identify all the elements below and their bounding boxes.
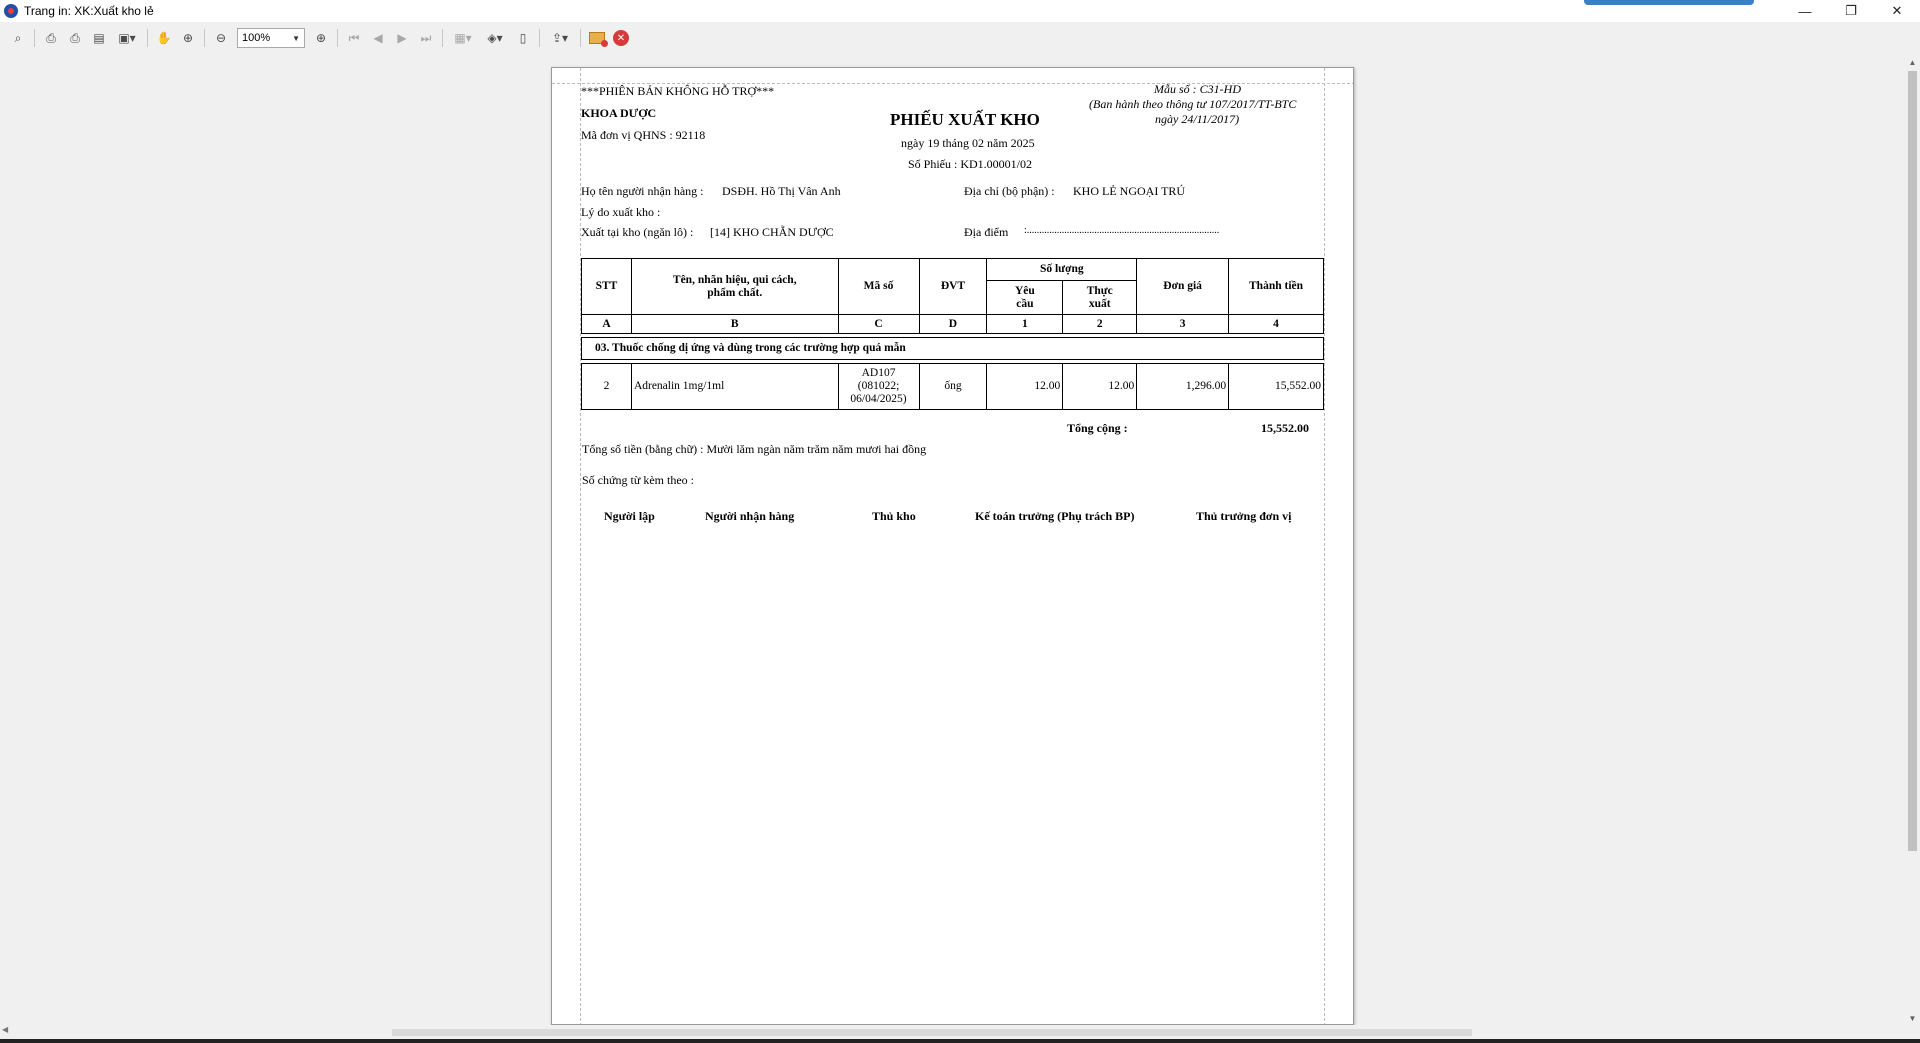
header-actual [1063, 281, 1137, 315]
location-label: Địa điểm [964, 225, 1009, 239]
taskbar-edge [0, 1039, 1920, 1043]
index-cell: C [838, 315, 919, 334]
header-code: Mã số [838, 259, 919, 315]
header-unit: ĐVT [919, 259, 987, 315]
vertical-scroll-thumb[interactable] [1908, 71, 1917, 851]
toolbar-separator [147, 29, 148, 47]
watermark-icon[interactable]: ▯ [519, 31, 527, 45]
document-date: ngày 19 tháng 02 năm 2025 [901, 136, 1035, 150]
receiver-value: DSĐH. Hồ Thị Vân Anh [722, 184, 841, 198]
signature-storekeeper: Thủ kho [872, 509, 916, 523]
chevron-down-icon: ▼ [292, 33, 300, 43]
header-requested-line2: cầu [1016, 297, 1034, 310]
header-stt: STT [582, 259, 632, 315]
row-price: 1,296.00 [1137, 364, 1229, 410]
close-preview-icon[interactable]: ✕ [609, 26, 633, 50]
magnifier-icon[interactable]: ⊕ [182, 31, 194, 45]
zoom-in-icon[interactable]: ⊕ [315, 31, 327, 45]
hand-icon[interactable]: ✋ [156, 31, 172, 45]
scroll-left-icon[interactable]: ◀ [2, 1025, 9, 1034]
row-amount: 15,552.00 [1229, 364, 1324, 410]
color-icon[interactable]: ◈▾ [487, 31, 503, 45]
toolbar-separator [204, 29, 205, 47]
index-cell: 3 [1137, 315, 1229, 334]
group-row: 03. Thuốc chống dị ứng và dùng trong các trường hợp quá mẫn [582, 338, 1324, 360]
zoom-value: 100% [242, 32, 271, 44]
header-price: Đơn giá [1137, 259, 1229, 315]
scroll-up-icon[interactable]: ▲ [1908, 57, 1917, 67]
form-number: Mẫu số : C31-HD [1154, 82, 1241, 96]
title-accent-bar [1584, 0, 1754, 5]
toolbar-separator [34, 29, 35, 47]
row-code-line3: 06/04/2025) [850, 393, 907, 405]
row-code-line1: AD107 [861, 367, 896, 379]
open-icon[interactable] [585, 26, 609, 50]
receiver-label: Họ tên người nhận hàng : [581, 184, 704, 198]
attached-docs: Số chứng từ kèm theo : [582, 473, 694, 487]
address-value: KHO LẺ NGOẠI TRÚ [1073, 184, 1186, 198]
next-page-icon[interactable]: ▶ [397, 31, 407, 45]
total-label: Tổng cộng : [1067, 421, 1128, 435]
header-name-line2: phẩm chất. [707, 286, 763, 299]
slip-number: Số Phiếu : KD1.00001/02 [908, 157, 1033, 171]
header-quantity: Số lượng [987, 259, 1137, 281]
margin-guide-right [1324, 68, 1325, 1025]
app-icon [4, 4, 18, 18]
vertical-scrollbar[interactable] [1905, 55, 1920, 1025]
minimize-button[interactable]: — [1798, 3, 1812, 19]
row-code [838, 364, 919, 410]
toolbar-separator [442, 29, 443, 47]
signature-chief-accountant: Kế toán trưởng (Phụ trách BP) [975, 509, 1135, 523]
reason-label: Lý do xuất kho : [581, 205, 661, 219]
index-cell: D [919, 315, 987, 334]
multipage-icon[interactable]: ▦▾ [454, 31, 472, 45]
print-icon[interactable]: ⎙ [46, 30, 56, 45]
unsupported-version-label: ***PHIÊN BẢN KHÔNG HỖ TRỢ*** [581, 84, 775, 98]
unit-code-label: Mã đơn vị QHNS : 92118 [581, 128, 706, 142]
row-unit: ống [919, 364, 987, 410]
index-cell: 4 [1229, 315, 1324, 334]
index-cell: A [582, 315, 632, 334]
header-name [631, 259, 838, 315]
quick-print-icon[interactable]: ⎙ [70, 30, 80, 45]
horizontal-scrollbar[interactable] [0, 1025, 1905, 1039]
maximize-button[interactable]: ❐ [1845, 3, 1857, 18]
index-cell: B [631, 315, 838, 334]
page-setup-icon[interactable]: ▤ [93, 31, 105, 45]
close-button[interactable]: ✕ [1891, 3, 1903, 18]
toolbar-separator [539, 29, 540, 47]
zoom-select[interactable] [237, 28, 305, 48]
export-icon[interactable]: ⇪▾ [551, 31, 569, 45]
window-controls [1782, 0, 1920, 22]
header-name-line1: Tên, nhãn hiệu, qui cách, [672, 273, 797, 286]
title-bar [0, 0, 1920, 22]
window-title: Trang in: XK:Xuất kho lẻ [24, 4, 154, 18]
row-code-line2: (081022; [857, 380, 900, 392]
index-cell: 1 [987, 315, 1063, 334]
department-label: KHOA DƯỢC [581, 106, 657, 120]
header-actual-line1: Thực [1086, 284, 1113, 297]
horizontal-scroll-thumb[interactable] [392, 1029, 1472, 1036]
warehouse-value: [14] KHO CHẴN DƯỢC [710, 225, 834, 239]
toolbar-separator [337, 29, 338, 47]
scale-icon[interactable]: ▣▾ [118, 31, 136, 45]
header-amount: Thành tiền [1229, 259, 1324, 315]
signature-preparer: Người lập [604, 509, 655, 523]
scroll-down-icon[interactable]: ▼ [1908, 1013, 1917, 1023]
warehouse-label: Xuất tại kho (ngăn lô) : [581, 225, 694, 239]
location-dots: :............................................................................. [1024, 225, 1220, 236]
header-actual-line2: xuất [1088, 297, 1111, 310]
toolbar-separator [580, 29, 581, 47]
row-requested: 12.00 [987, 364, 1063, 410]
row-name: Adrenalin 1mg/1ml [631, 364, 838, 410]
preview-toolbar [0, 24, 1920, 52]
first-page-icon[interactable]: ⏮ [348, 30, 360, 45]
zoom-out-icon[interactable]: ⊖ [215, 31, 227, 45]
header-requested-line1: Yêu [1014, 284, 1035, 297]
table-row [582, 364, 1324, 410]
document-page [551, 67, 1354, 1025]
prev-page-icon[interactable]: ◀ [373, 31, 383, 45]
row-actual: 12.00 [1063, 364, 1137, 410]
index-cell: 2 [1063, 315, 1137, 334]
row-stt: 2 [582, 364, 632, 410]
last-page-icon[interactable]: ⏭ [420, 30, 432, 45]
total-value: 15,552.00 [1261, 421, 1309, 435]
header-requested [987, 281, 1063, 315]
address-label: Địa chỉ (bộ phận) : [964, 184, 1055, 198]
signature-head-of-unit: Thủ trưởng đơn vị [1196, 509, 1292, 523]
binoculars-icon[interactable]: ⌕ [14, 30, 22, 45]
form-issued-line2: ngày 24/11/2017) [1155, 112, 1240, 126]
signature-receiver: Người nhận hàng [705, 509, 795, 523]
document-title: PHIẾU XUẤT KHO [890, 110, 1040, 129]
items-table [581, 258, 1324, 410]
form-issued-line1: (Ban hành theo thông tư 107/2017/TT-BTC [1089, 97, 1297, 111]
amount-in-words: Tổng số tiền (bằng chữ) : Mười lăm ngàn năm trăm năm mươi hai đồng [582, 442, 927, 456]
